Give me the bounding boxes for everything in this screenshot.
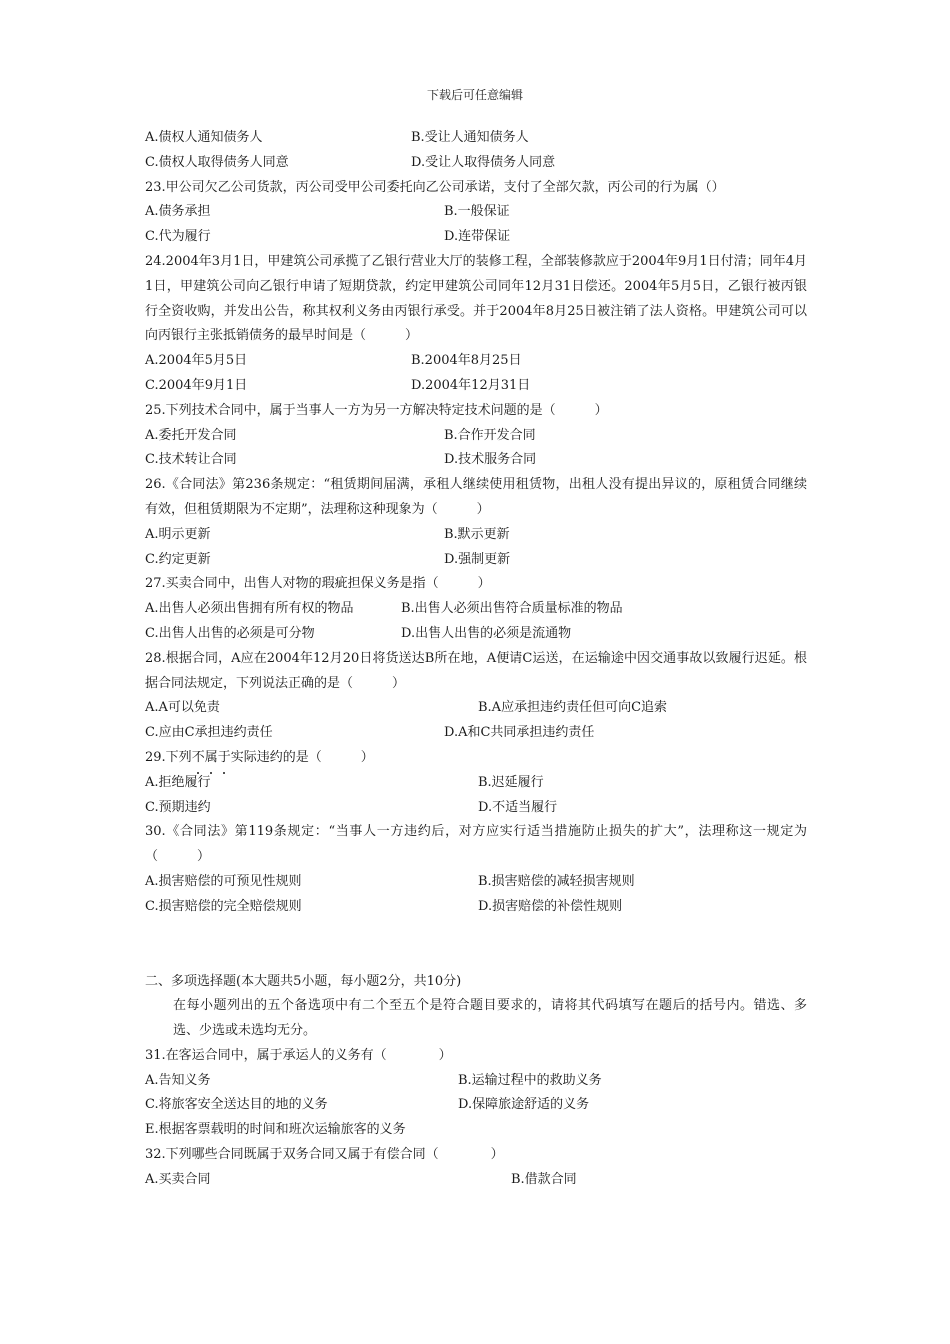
page-header: 下载后可任意编辑 [426, 88, 523, 102]
q30-option-d: D.损害赔偿的补偿性规则 [478, 898, 623, 914]
q31-option-e-row [145, 1118, 807, 1143]
q26-option-a: A.明示更新 [145, 526, 211, 542]
q23-options-row1 [145, 200, 807, 225]
q31-options-row1 [145, 1069, 807, 1094]
q30-option-c: C.损害赔偿的完全赔偿规则 [145, 898, 302, 914]
q29-emphasis-char: 于 [218, 746, 231, 771]
q23-option-a: A.债务承担 [145, 204, 211, 220]
q23-option-b: B.一般保证 [444, 204, 510, 220]
q23-option-c: C.代为履行 [145, 229, 211, 245]
q28-option-b: B.A应承担违约责任但可向C追索 [478, 700, 668, 716]
q24-option-c: C.2004年9月1日 [145, 377, 248, 393]
q32-option-a: A.买卖合同 [145, 1171, 211, 1187]
q29-option-a: A.拒绝履行 [145, 774, 211, 790]
q27-option-b: B.出售人必须出售符合质量标准的物品 [401, 601, 623, 617]
q30-options-row1 [145, 870, 807, 895]
q28-stem: 28.根据合同，A应在2004年12月20日将货送达B所在地，A便请C运送，在运输途中因交通事故以致履行迟延。根据合同法规定，下列说法正确的是（ ） [145, 650, 807, 691]
q29-stem [145, 746, 807, 771]
q28-option-d: D.A和C共同承担违约责任 [444, 725, 595, 741]
q24-option-d: D.2004年12月31日 [411, 377, 531, 393]
q31-option-e: E.根据客票载明的时间和班次运输旅客的义务 [145, 1122, 406, 1138]
q29-option-b: B.迟延履行 [478, 774, 544, 790]
q29-stem-suffix: 实际违约的是（ ） [230, 749, 374, 765]
q26-option-c: C.约定更新 [145, 551, 211, 567]
q25-options-row2 [145, 448, 807, 473]
q24-option-b: B.2004年8月25日 [411, 353, 522, 369]
q25-option-a: A.委托开发合同 [145, 427, 237, 443]
q31-option-d: D.保障旅途舒适的义务 [458, 1097, 590, 1113]
q29-emphasis-char: 属 [205, 746, 218, 771]
q22-option-c: C.债权人取得债务人同意 [145, 154, 289, 170]
q29-emphasis-char: 不 [192, 746, 205, 771]
q22-options-row1 [145, 126, 807, 151]
q28-option-a: A.A可以免责 [145, 700, 220, 716]
section-gap [145, 920, 807, 970]
q31-option-a: A.告知义务 [145, 1072, 211, 1088]
q30-options-row2 [145, 895, 807, 920]
question-content [145, 126, 807, 1193]
q29-stem-prefix: 29.下列 [145, 749, 192, 765]
q31-stem: 31.在客运合同中，属于承运人的义务有（ ） [145, 1047, 452, 1063]
q27-options-row1 [145, 597, 807, 622]
q26-option-b: B.默示更新 [444, 526, 510, 542]
q24-options-row1 [145, 349, 807, 374]
q26-stem: 26.《合同法》第236条规定：“租赁期间届满，承租人继续使用租赁物，出租人没有提出异议的，原租赁合同继续有效，但租赁期限为不定期”，法理称这种现象为（ ） [145, 477, 807, 517]
q29-options-row2 [145, 796, 807, 821]
q29-option-c: C.预期违约 [145, 799, 211, 815]
q26-option-d: D.强制更新 [444, 551, 511, 567]
q28-options-row2 [145, 721, 807, 746]
q32-option-b: B.借款合同 [511, 1171, 577, 1187]
q32-stem: 32.下列哪些合同既属于双务合同又属于有偿合同（ ） [145, 1147, 504, 1163]
q27-option-d: D.出售人出售的必须是流通物 [401, 625, 572, 641]
section2-instructions: 在每小题列出的五个备选项中有二个至五个是符合题目要求的，请将其代码填写在题后的括号内。错选、多选、少选或未选均无分。 [173, 998, 807, 1039]
q22-options-row2 [145, 151, 807, 176]
q32-options-row1 [145, 1168, 807, 1193]
q28-options-row1 [145, 696, 807, 721]
q30-option-b: B.损害赔偿的减轻损害规则 [478, 873, 635, 889]
q31-options-row2 [145, 1093, 807, 1118]
q25-option-b: B.合作开发合同 [444, 427, 536, 443]
q25-option-c: C.技术转让合同 [145, 452, 237, 468]
q22-option-a: A.债权人通知债务人 [145, 130, 263, 145]
q29-option-d: D.不适当履行 [478, 799, 558, 815]
q27-option-a: A.出售人必须出售拥有所有权的物品 [145, 601, 354, 617]
q28-option-c: C.应由C承担违约责任 [145, 725, 273, 741]
q22-option-d: D.受让人取得债务人同意 [411, 154, 556, 170]
q30-stem: 30.《合同法》第119条规定：“当事人一方违约后，对方应实行适当措施防止损失的扩大”，法理称这一规定为（ ） [145, 824, 807, 865]
q25-options-row1 [145, 424, 807, 449]
q22-option-b: B.受让人通知债务人 [411, 130, 529, 145]
q31-option-c: C.将旅客安全送达目的地的义务 [145, 1097, 328, 1113]
q25-option-d: D.技术服务合同 [444, 452, 537, 468]
q23-option-d: D.连带保证 [444, 229, 511, 245]
q24-options-row2 [145, 374, 807, 399]
q29-emphasis-dotted [192, 750, 231, 765]
q25-stem: 25.下列技术合同中，属于当事人一方为另一方解决特定技术问题的是（ ） [145, 402, 608, 418]
section2-title: 二、多项选择题(本大题共5小题，每小题2分，共10分) [145, 973, 462, 989]
q23-stem: 23.甲公司欠乙公司货款，丙公司受甲公司委托向乙公司承诺，支付了全部欠款，丙公司的行为属（） [145, 179, 725, 195]
q29-options-row1 [145, 771, 807, 796]
q24-stem: 24.2004年3月1日，甲建筑公司承揽了乙银行营业大厅的装修工程，全部装修款应于2004年9月1日付清；同年4月1日，甲建筑公司向乙银行申请了短期贷款，约定甲建筑公司同年12月31日偿还。2004年5月5日，乙银行被丙银行全资收购，并发出公告，称其权利义务由丙银行承受。并于2004年8月25日被注销了法人资格。甲建筑公司可以向丙银行主张抵销债务的最早时间是（ ） [145, 253, 807, 344]
q26-options-row2 [145, 548, 807, 573]
q30-option-a: A.损害赔偿的可预见性规则 [145, 873, 302, 889]
q27-option-c: C.出售人出售的必须是可分物 [145, 625, 315, 641]
q23-options-row2 [145, 225, 807, 250]
q27-options-row2 [145, 622, 807, 647]
q27-stem: 27.买卖合同中，出售人对物的瑕疵担保义务是指（ ） [145, 576, 491, 592]
q26-options-row1 [145, 523, 807, 548]
q24-option-a: A.2004年5月5日 [145, 353, 248, 369]
q31-option-b: B.运输过程中的救助义务 [458, 1072, 602, 1088]
